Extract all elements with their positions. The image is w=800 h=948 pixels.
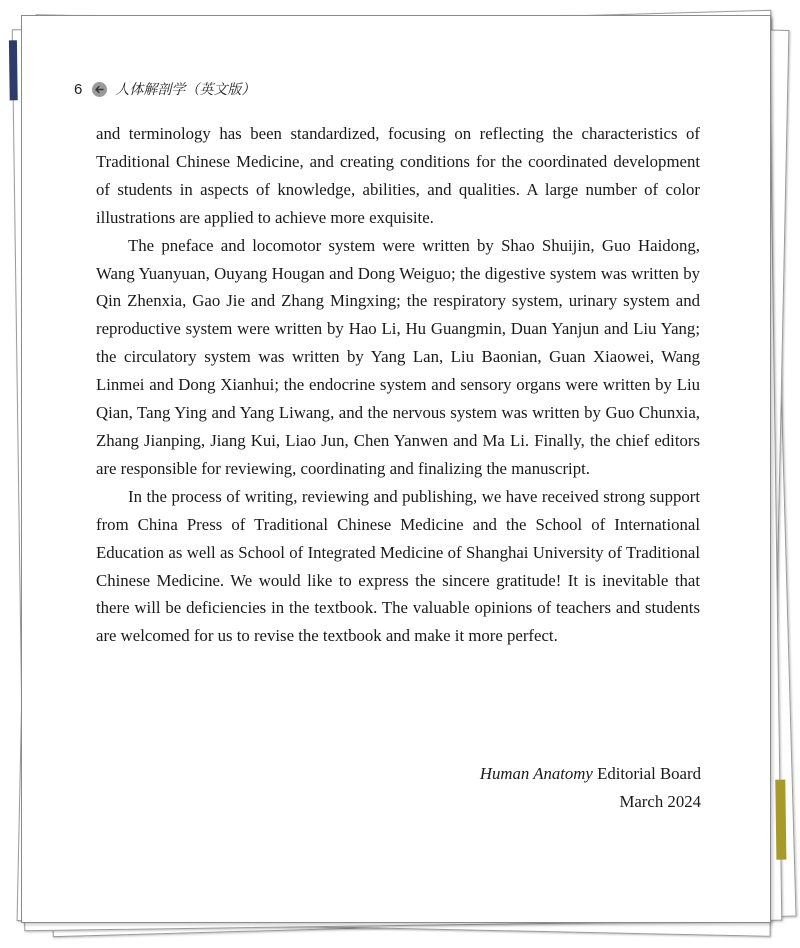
page-number: 6 bbox=[74, 80, 83, 98]
book-name: Human Anatomy bbox=[479, 764, 593, 783]
document-page bbox=[21, 15, 771, 923]
book-title: 人体解剖学（英文版） bbox=[115, 82, 256, 98]
left-arrow-icon bbox=[92, 82, 107, 97]
page-edge-accent bbox=[9, 40, 18, 100]
signature-date: March 2024 bbox=[619, 791, 701, 811]
board-name: Editorial Board bbox=[597, 764, 701, 783]
paragraph: and terminology has been standardized, focusing on reflecting the characteristics of Traditional Chinese Medicine, and creating conditions for the coordinated development of students in aspects of knowledge, abilities, and qualities. A large number of color illustrations are applied to achieve more exquisite. bbox=[96, 124, 700, 227]
paragraph: The pneface and locomotor system were written by Shao Shuijin, Guo Haidong, Wang Yuanyuan, Ouyang Hougan and Dong Weiguo; the digestive system was written by Qin Zhenxia, Gao Jie and Zhang Mingxing; the respiratory system, urinary system and reproductive system were written by Hao Li, Hu Guangmin, Duan Yanjun and Liu Yang; the circulatory system was written by Yang Lan, Liu Baonian, Guan Xiaowei, Wang Linmei and Dong Xianhui; the endocrine system and sensory organs were written by Liu Qian, Tang Ying and Yang Liwang, and the nervous system was written by Guo Chunxia, Zhang Jianping, Jiang Kui, Liao Jun, Chen Yanwen and Ma Li. Finally, the chief editors are responsible for reviewing, coordinating and finalizing the manuscript. bbox=[96, 235, 700, 478]
signature-line bbox=[480, 760, 701, 788]
running-header bbox=[74, 79, 255, 99]
page-edge-accent bbox=[775, 780, 786, 860]
paragraph: In the process of writing, reviewing and publishing, we have received strong support from China Press of Traditional Chinese Medicine and the School of International Education as well as School of Integrated Medicine of Shanghai University of Traditional Chinese Medicine. We would like to express the sincere gratitude! It is inevitable that there will be deficiencies in the textbook. The valuable opinions of teachers and students are welcomed for us to revise the textbook and make it more perfect. bbox=[96, 486, 700, 646]
signature-block bbox=[480, 760, 701, 816]
body-text bbox=[96, 120, 700, 650]
